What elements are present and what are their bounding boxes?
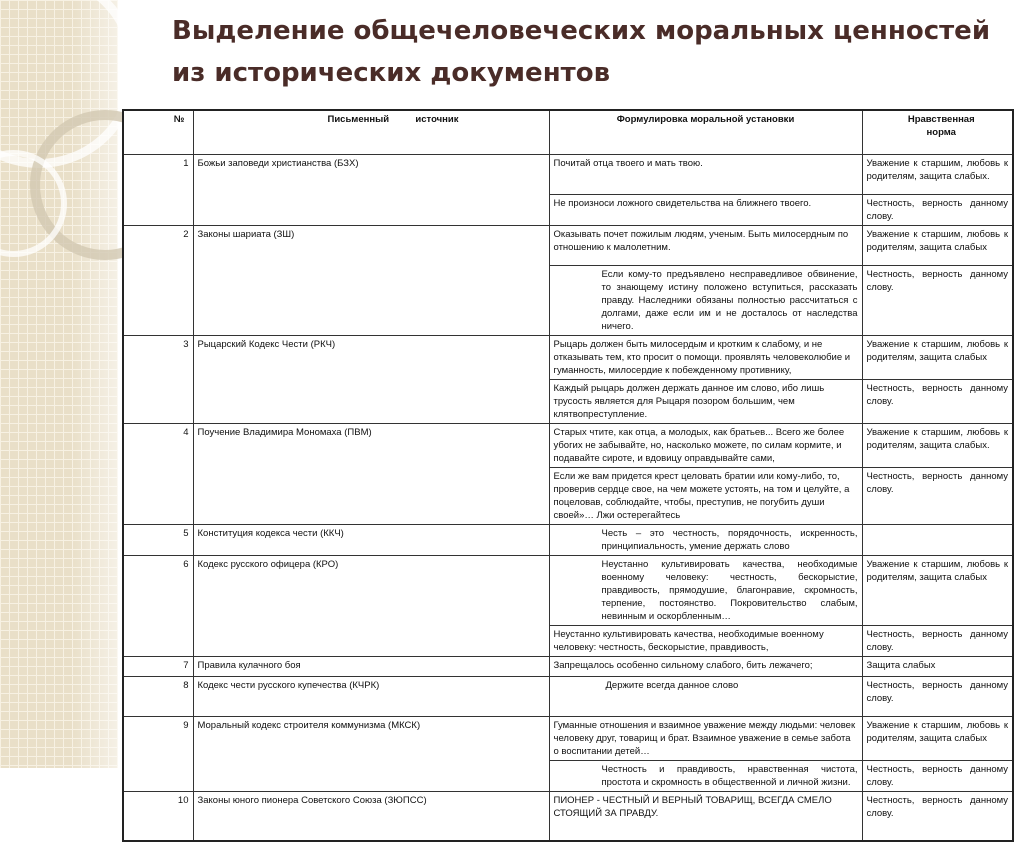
row-source: Конституция кодекса чести (ККЧ) [193,524,549,555]
row-norm: Честность, верность данному слову. [862,265,1013,335]
table-row [123,676,1013,716]
row-source: Кодекс чести русского купечества (КЧРК) [193,676,549,716]
header-norm [862,110,1013,154]
row-source: Божьи заповеди христианства (БЗХ) [193,154,549,225]
row-source: Правила кулачного боя [193,656,549,676]
row-number: 4 [123,423,193,524]
slide-title-line1: Выделение общечеловеческих моральных ценностей [172,16,991,46]
row-number: 9 [123,716,193,791]
row-formulation: Почитай отца твоего и мать твою. [549,154,862,194]
row-formulation: Честь – это честность, порядочность, искренность, принципиальность, умение держать слово [549,524,862,555]
row-formulation: Держите всегда данное слово [549,676,862,716]
row-norm: Честность, верность данному слову. [862,467,1013,524]
row-source: Законы юного пионера Советского Союза (ЗЮПСС) [193,791,549,841]
row-number: 6 [123,555,193,656]
row-formulation: Если кому-то предъявлено несправедливое обвинение, то знающему истину положено вступиться, рассказать правду. Наследники обязаны полностью рассчитаться с долгами, даже если им и не досталось от наследства ничего. [549,265,862,335]
row-formulation: Рыцарь должен быть милосердым и кротким к слабому, и не отказывать тем, кто просит о помощи. проявлять человеколюбие и гуманность, милосердие к побежденному противнику, [549,335,862,379]
row-formulation: Неустанно культивировать качества, необходимые военному человеку: честность, бескорыстие, правдивость, [549,625,862,656]
row-formulation: Старых чтите, как отца, а молодых, как братьев... Всего же более убогих не забывайте, но, насколько можете, по силам кормите, и подавайте сироте, и вдовицу оправдывайте сами, [549,423,862,467]
row-source: Рыцарский Кодекс Чести (РКЧ) [193,335,549,423]
row-number: 3 [123,335,193,423]
row-norm [862,524,1013,555]
row-norm: Честность, верность данному слову. [862,760,1013,791]
row-formulation: Честность и правдивость, нравственная чистота, простота и скромность в общественной и личной жизни. [549,760,862,791]
table-row [123,423,1013,467]
row-number: 8 [123,676,193,716]
table-row [123,791,1013,841]
row-norm: Защита слабых [862,656,1013,676]
row-formulation: Неустанно культивировать качества, необходимые военному человеку: честность, бескорыстие, правдивость, прямодушие, благонравие, скромность, терпение, постоянство. Покровительство слабым, невинным и оскорбленным… [549,555,862,625]
row-number: 10 [123,791,193,841]
row-norm: Честность, верность данному слову. [862,625,1013,656]
row-formulation: Каждый рыцарь должен держать данное им слово, ибо лишь трусость является для Рыцаря позором большим, чем клятвопреступление. [549,379,862,423]
header-number: № [123,110,193,154]
header-formulation: Формулировка моральной установки [549,110,862,154]
row-source: Поучение Владимира Мономаха (ПВМ) [193,423,549,524]
header-source: Письменный источник [193,110,549,154]
row-formulation: Запрещалось особенно сильному слабого, бить лежачего; [549,656,862,676]
row-formulation: Гуманные отношения и взаимное уважение между людьми: человек человеку друг, товарищ и брат. Взаимное уважение в семье забота о воспитании детей… [549,716,862,760]
row-norm: Честность, верность данному слову. [862,194,1013,225]
table-row [123,524,1013,555]
header-norm-line2: норма [926,127,956,138]
table-row [123,555,1013,625]
row-norm: Честность, верность данному слову. [862,791,1013,841]
row-norm: Честность, верность данному слову. [862,676,1013,716]
row-source: Моральный кодекс строителя коммунизма (МКСК) [193,716,549,791]
row-norm: Честность, верность данному слову. [862,379,1013,423]
table-row [123,335,1013,379]
row-number: 7 [123,656,193,676]
row-number: 5 [123,524,193,555]
row-norm: Уважение к старшим, любовь к родителям, защита слабых. [862,423,1013,467]
row-norm: Уважение к старшим, любовь к родителям, защита слабых [862,225,1013,265]
slide-title [172,10,1012,94]
row-source: Законы шариата (ЗШ) [193,225,549,335]
row-norm: Уважение к старшим, любовь к родителям, защита слабых. [862,154,1013,194]
table-row [123,225,1013,265]
table-header-row [123,110,1013,154]
header-norm-line1: Нравственная [907,114,975,125]
table-row [123,154,1013,194]
row-formulation: ПИОНЕР - ЧЕСТНЫЙ И ВЕРНЫЙ ТОВАРИЩ, ВСЕГДА СМЕЛО СТОЯЩИЙ ЗА ПРАВДУ. [549,791,862,841]
row-norm: Уважение к старшим, любовь к родителям, защита слабых [862,555,1013,625]
row-norm: Уважение к старшим, любовь к родителям, защита слабых [862,716,1013,760]
row-number: 2 [123,225,193,335]
row-formulation: Оказывать почет пожилым людям, ученым. Быть милосердным по отношению к малолетним. [549,225,862,265]
row-formulation: Не произноси ложного свидетельства на ближнего твоего. [549,194,862,225]
row-norm: Уважение к старшим, любовь к родителям, защита слабых [862,335,1013,379]
row-source: Кодекс русского офицера (КРО) [193,555,549,656]
table-row [123,716,1013,760]
table-row [123,656,1013,676]
row-number: 1 [123,154,193,225]
values-table [122,109,1014,842]
slide-title-line2: из исторических документов [172,58,611,88]
row-formulation: Если же вам придется крест целовать братии или кому-либо, то, проверив сердце свое, на чем можете устоять, на том и целуйте, а поцеловав, соблюдайте, чтобы, преступив, не погубить души своей»… Лжи остерегайтесь [549,467,862,524]
